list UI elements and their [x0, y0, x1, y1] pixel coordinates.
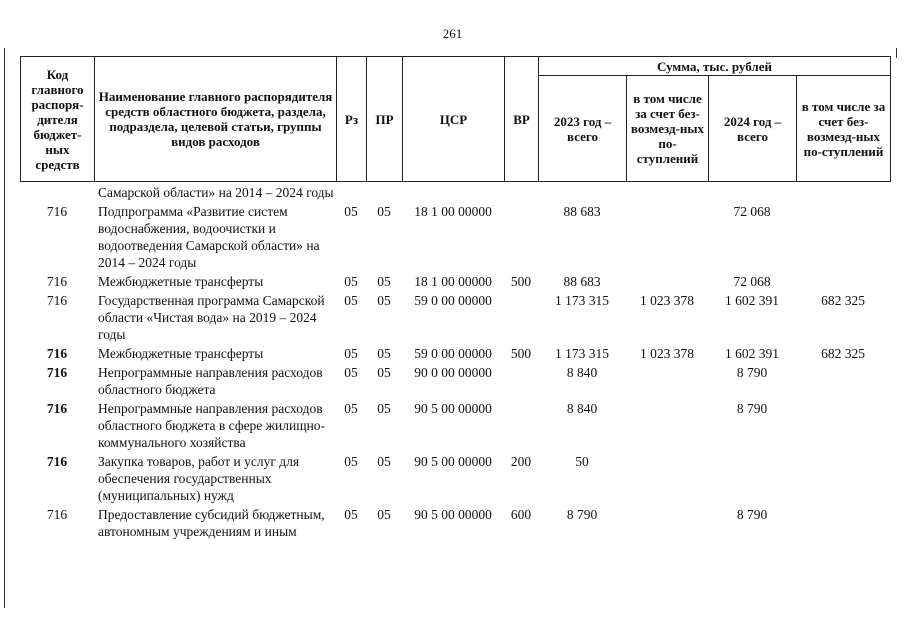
row-code: 716 — [46, 293, 68, 308]
row-sum-2024: 72 068 — [733, 274, 771, 289]
row-vr — [504, 203, 538, 271]
table-row — [20, 453, 890, 504]
row-sum-2023-free — [626, 453, 708, 504]
row-sum-2023: 1 173 315 — [555, 346, 609, 361]
row-code — [20, 184, 94, 201]
row-spacer-cell — [20, 540, 890, 542]
header-sum-group: Сумма, тыс. рублей — [539, 57, 891, 76]
row-code: 716 — [46, 274, 68, 289]
table-header — [20, 56, 891, 182]
header-csr: ЦСР — [403, 57, 505, 182]
row-name: Межбюджетные трансферты — [98, 274, 264, 289]
header-pr: ПР — [367, 57, 403, 182]
row-name: Межбюджетные трансферты — [98, 346, 264, 361]
row-rz: 05 — [344, 274, 358, 289]
row-vr: 500 — [510, 346, 532, 361]
row-sum-2023: 8 790 — [566, 507, 598, 522]
row-name: Государственная программа Самарской области «Чистая вода» на 2019 – 2024 годы — [98, 293, 325, 342]
row-sum-2024-free — [796, 203, 890, 271]
table-row — [20, 203, 890, 271]
row-sum-2023: 50 — [575, 454, 589, 469]
header-2024-free: в том числе за счет без-возмезд-ных по-ступлений — [797, 76, 891, 182]
row-sum-2024 — [708, 184, 796, 201]
row-pr: 05 — [377, 401, 391, 416]
row-csr: 90 5 00 00000 — [414, 454, 492, 469]
row-code: 716 — [46, 346, 68, 361]
row-sum-2023-free — [626, 184, 708, 201]
row-csr: 59 0 00 00000 — [414, 346, 492, 361]
row-rz: 05 — [344, 346, 358, 361]
row-vr — [504, 184, 538, 201]
row-vr: 600 — [510, 507, 532, 522]
row-csr: 18 1 00 00000 — [414, 204, 492, 219]
row-name: Самарской области» на 2014 – 2024 годы — [98, 185, 334, 200]
row-pr: 05 — [377, 204, 391, 219]
row-sum-2024-free — [796, 273, 890, 290]
row-sum-2023-free — [626, 506, 708, 540]
row-sum-2023-free: 1 023 378 — [640, 346, 694, 361]
header-rz: Рз — [337, 57, 367, 182]
table-row — [20, 184, 890, 201]
table-body — [20, 184, 890, 542]
row-csr: 59 0 00 00000 — [414, 293, 492, 308]
row-sum-2024-free — [796, 506, 890, 540]
row-rz: 05 — [344, 454, 358, 469]
row-sum-2024: 72 068 — [733, 204, 771, 219]
row-sum-2023: 8 840 — [566, 401, 598, 416]
row-pr: 05 — [377, 274, 391, 289]
header-2024-total: 2024 год – всего — [709, 76, 797, 182]
row-rz — [336, 184, 366, 201]
page-edge-right — [896, 48, 897, 58]
table-row — [20, 364, 890, 398]
header-2023-free: в том числе за счет без-возмезд-ных по-ступлений — [627, 76, 709, 182]
header-code: Код главного распоря-дителя бюджет-ных средств — [21, 57, 95, 182]
row-sum-2024-free — [796, 364, 890, 398]
table-row — [20, 506, 890, 540]
row-csr — [402, 184, 504, 201]
row-name: Закупка товаров, работ и услуг для обеспечения государственных (муниципальных) нужд — [98, 454, 300, 503]
row-sum-2023-free — [626, 273, 708, 290]
row-vr: 500 — [510, 274, 532, 289]
row-vr: 200 — [510, 454, 532, 469]
row-pr: 05 — [377, 293, 391, 308]
header-vr: ВР — [505, 57, 539, 182]
table-row — [20, 273, 890, 290]
row-code: 716 — [46, 454, 68, 469]
table-row — [20, 400, 890, 451]
header-name: Наименование главного распорядителя средств областного бюджета, раздела, подраздела, целевой статьи, группы видов расходов — [95, 57, 337, 182]
row-sum-2023: 1 173 315 — [555, 293, 609, 308]
row-name: Непрограммные направления расходов областного бюджета в сфере жилищно-коммунального хозяйства — [98, 401, 326, 450]
row-rz: 05 — [344, 507, 358, 522]
row-sum-2024: 1 602 391 — [725, 293, 779, 308]
row-sum-2023-free — [626, 203, 708, 271]
row-pr: 05 — [377, 454, 391, 469]
row-name: Непрограммные направления расходов областного бюджета — [98, 365, 323, 397]
row-pr: 05 — [377, 346, 391, 361]
table-row — [20, 292, 890, 343]
row-code: 716 — [46, 507, 68, 522]
row-vr — [504, 400, 538, 451]
page-edge-left — [4, 48, 5, 608]
row-sum-2024 — [708, 453, 796, 504]
row-rz: 05 — [344, 293, 358, 308]
row-sum-2023: 88 683 — [563, 204, 601, 219]
row-sum-2024-free: 682 325 — [821, 293, 865, 308]
row-sum-2024-free — [796, 400, 890, 451]
row-rz: 05 — [344, 365, 358, 380]
row-csr: 90 5 00 00000 — [414, 507, 492, 522]
row-name: Подпрограмма «Развитие систем водоснабжения, водоочистки и водоотведения Самарской области» на 2014 – 2024 годы — [98, 204, 320, 270]
row-sum-2024: 1 602 391 — [725, 346, 779, 361]
page-number: 261 — [442, 26, 463, 41]
row-pr — [366, 184, 402, 201]
row-sum-2023-free — [626, 400, 708, 451]
row-rz: 05 — [344, 401, 358, 416]
row-sum-2023: 8 840 — [566, 365, 598, 380]
row-pr: 05 — [377, 507, 391, 522]
row-sum-2024: 8 790 — [736, 365, 768, 380]
row-vr — [504, 364, 538, 398]
row-name: Предоставление субсидий бюджетным, автономным учреждениям и иным — [98, 507, 325, 539]
row-code: 716 — [46, 401, 68, 416]
row-sum-2024-free — [796, 453, 890, 504]
row-sum-2023-free — [626, 364, 708, 398]
row-csr: 90 0 00 00000 — [414, 365, 492, 380]
row-sum-2023-free: 1 023 378 — [640, 293, 694, 308]
row-csr: 90 5 00 00000 — [414, 401, 492, 416]
row-sum-2023: 88 683 — [563, 274, 601, 289]
row-sum-2024: 8 790 — [736, 401, 768, 416]
row-vr — [504, 292, 538, 343]
row-spacer — [20, 540, 890, 542]
row-code: 716 — [46, 365, 68, 380]
row-rz: 05 — [344, 204, 358, 219]
header-2023-total: 2023 год – всего — [539, 76, 627, 182]
row-code: 716 — [46, 204, 68, 219]
row-sum-2023 — [538, 184, 626, 201]
row-csr: 18 1 00 00000 — [414, 274, 492, 289]
row-sum-2024-free: 682 325 — [821, 346, 865, 361]
table-row — [20, 345, 890, 362]
row-pr: 05 — [377, 365, 391, 380]
row-sum-2024-free — [796, 184, 890, 201]
row-sum-2024: 8 790 — [736, 507, 768, 522]
